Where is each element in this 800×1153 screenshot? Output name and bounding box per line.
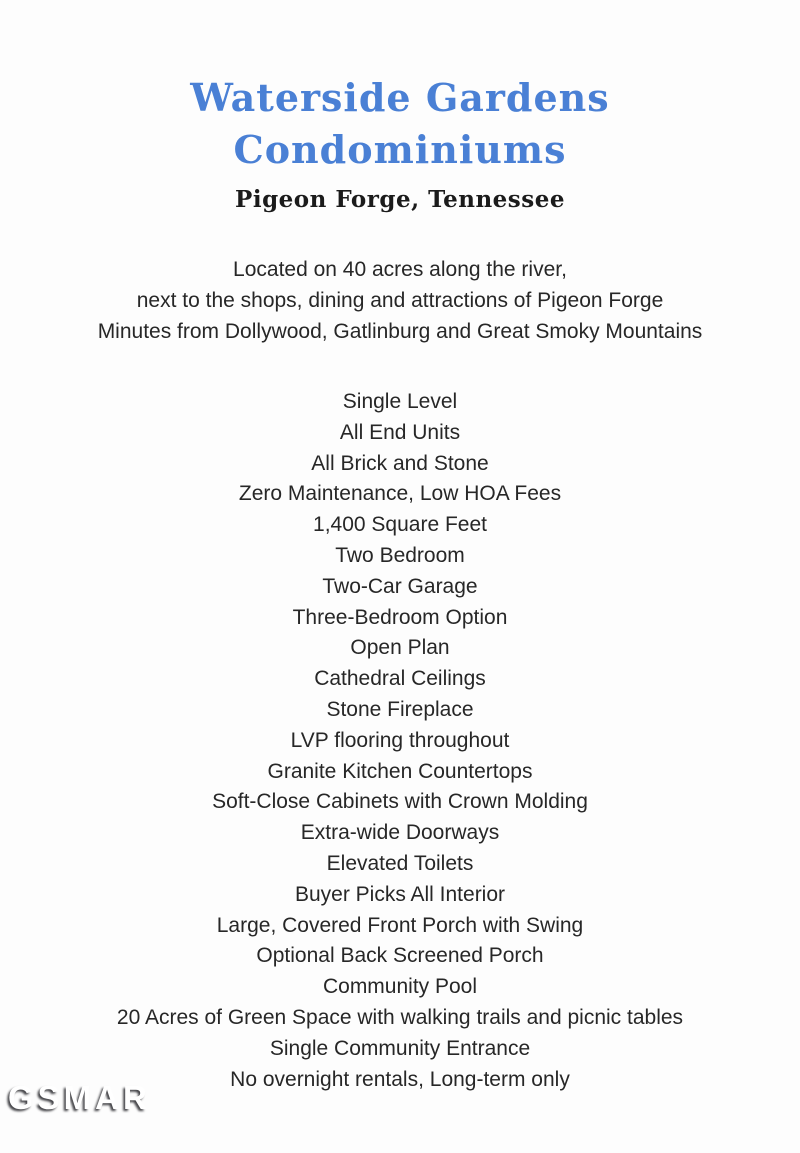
feature-item: LVP flooring throughout xyxy=(290,728,510,752)
intro-line: Located on 40 acres along the river, xyxy=(233,258,567,281)
feature-item: Community Pool xyxy=(322,975,478,999)
flyer-header xyxy=(0,0,800,214)
feature-item: All End Units xyxy=(339,420,461,444)
property-title-line1: Waterside Gardens xyxy=(190,75,610,120)
feature-item: Two-Car Garage xyxy=(322,574,478,598)
feature-item: Extra-wide Doorways xyxy=(300,821,500,845)
gsmar-watermark: GSMAR xyxy=(8,1079,151,1116)
feature-item: All Brick and Stone xyxy=(311,451,489,475)
feature-item: Soft-Close Cabinets with Crown Molding xyxy=(212,790,588,814)
feature-item: Two Bedroom xyxy=(335,543,465,567)
intro-line: next to the shops, dining and attractions of Pigeon Forge xyxy=(136,289,664,312)
feature-item: Single Community Entrance xyxy=(269,1036,531,1060)
feature-item: Large, Covered Front Porch with Swing xyxy=(216,913,584,937)
feature-item: Buyer Picks All Interior xyxy=(294,882,506,906)
feature-item: Granite Kitchen Countertops xyxy=(267,759,533,783)
feature-item: 1,400 Square Feet xyxy=(313,513,487,537)
feature-item: Cathedral Ceilings xyxy=(314,667,486,691)
feature-item: Zero Maintenance, Low HOA Fees xyxy=(238,482,562,506)
feature-item: Stone Fireplace xyxy=(326,697,474,721)
intro-line: Minutes from Dollywood, Gatlinburg and Great Smoky Mountains xyxy=(97,320,703,343)
feature-item: 20 Acres of Green Space with walking trails and picnic tables xyxy=(116,1005,684,1029)
feature-item: Open Plan xyxy=(350,636,450,660)
intro-paragraph xyxy=(0,254,800,347)
feature-item: Optional Back Screened Porch xyxy=(256,944,544,968)
feature-item: Three-Bedroom Option xyxy=(292,605,508,629)
feature-item: Elevated Toilets xyxy=(326,851,474,875)
property-title-line2: Condominiums xyxy=(233,127,567,172)
feature-item: No overnight rentals, Long-term only xyxy=(230,1067,570,1091)
feature-item: Single Level xyxy=(342,390,458,413)
features-list xyxy=(0,387,800,1095)
property-location: Pigeon Forge, Tennessee xyxy=(235,186,565,213)
